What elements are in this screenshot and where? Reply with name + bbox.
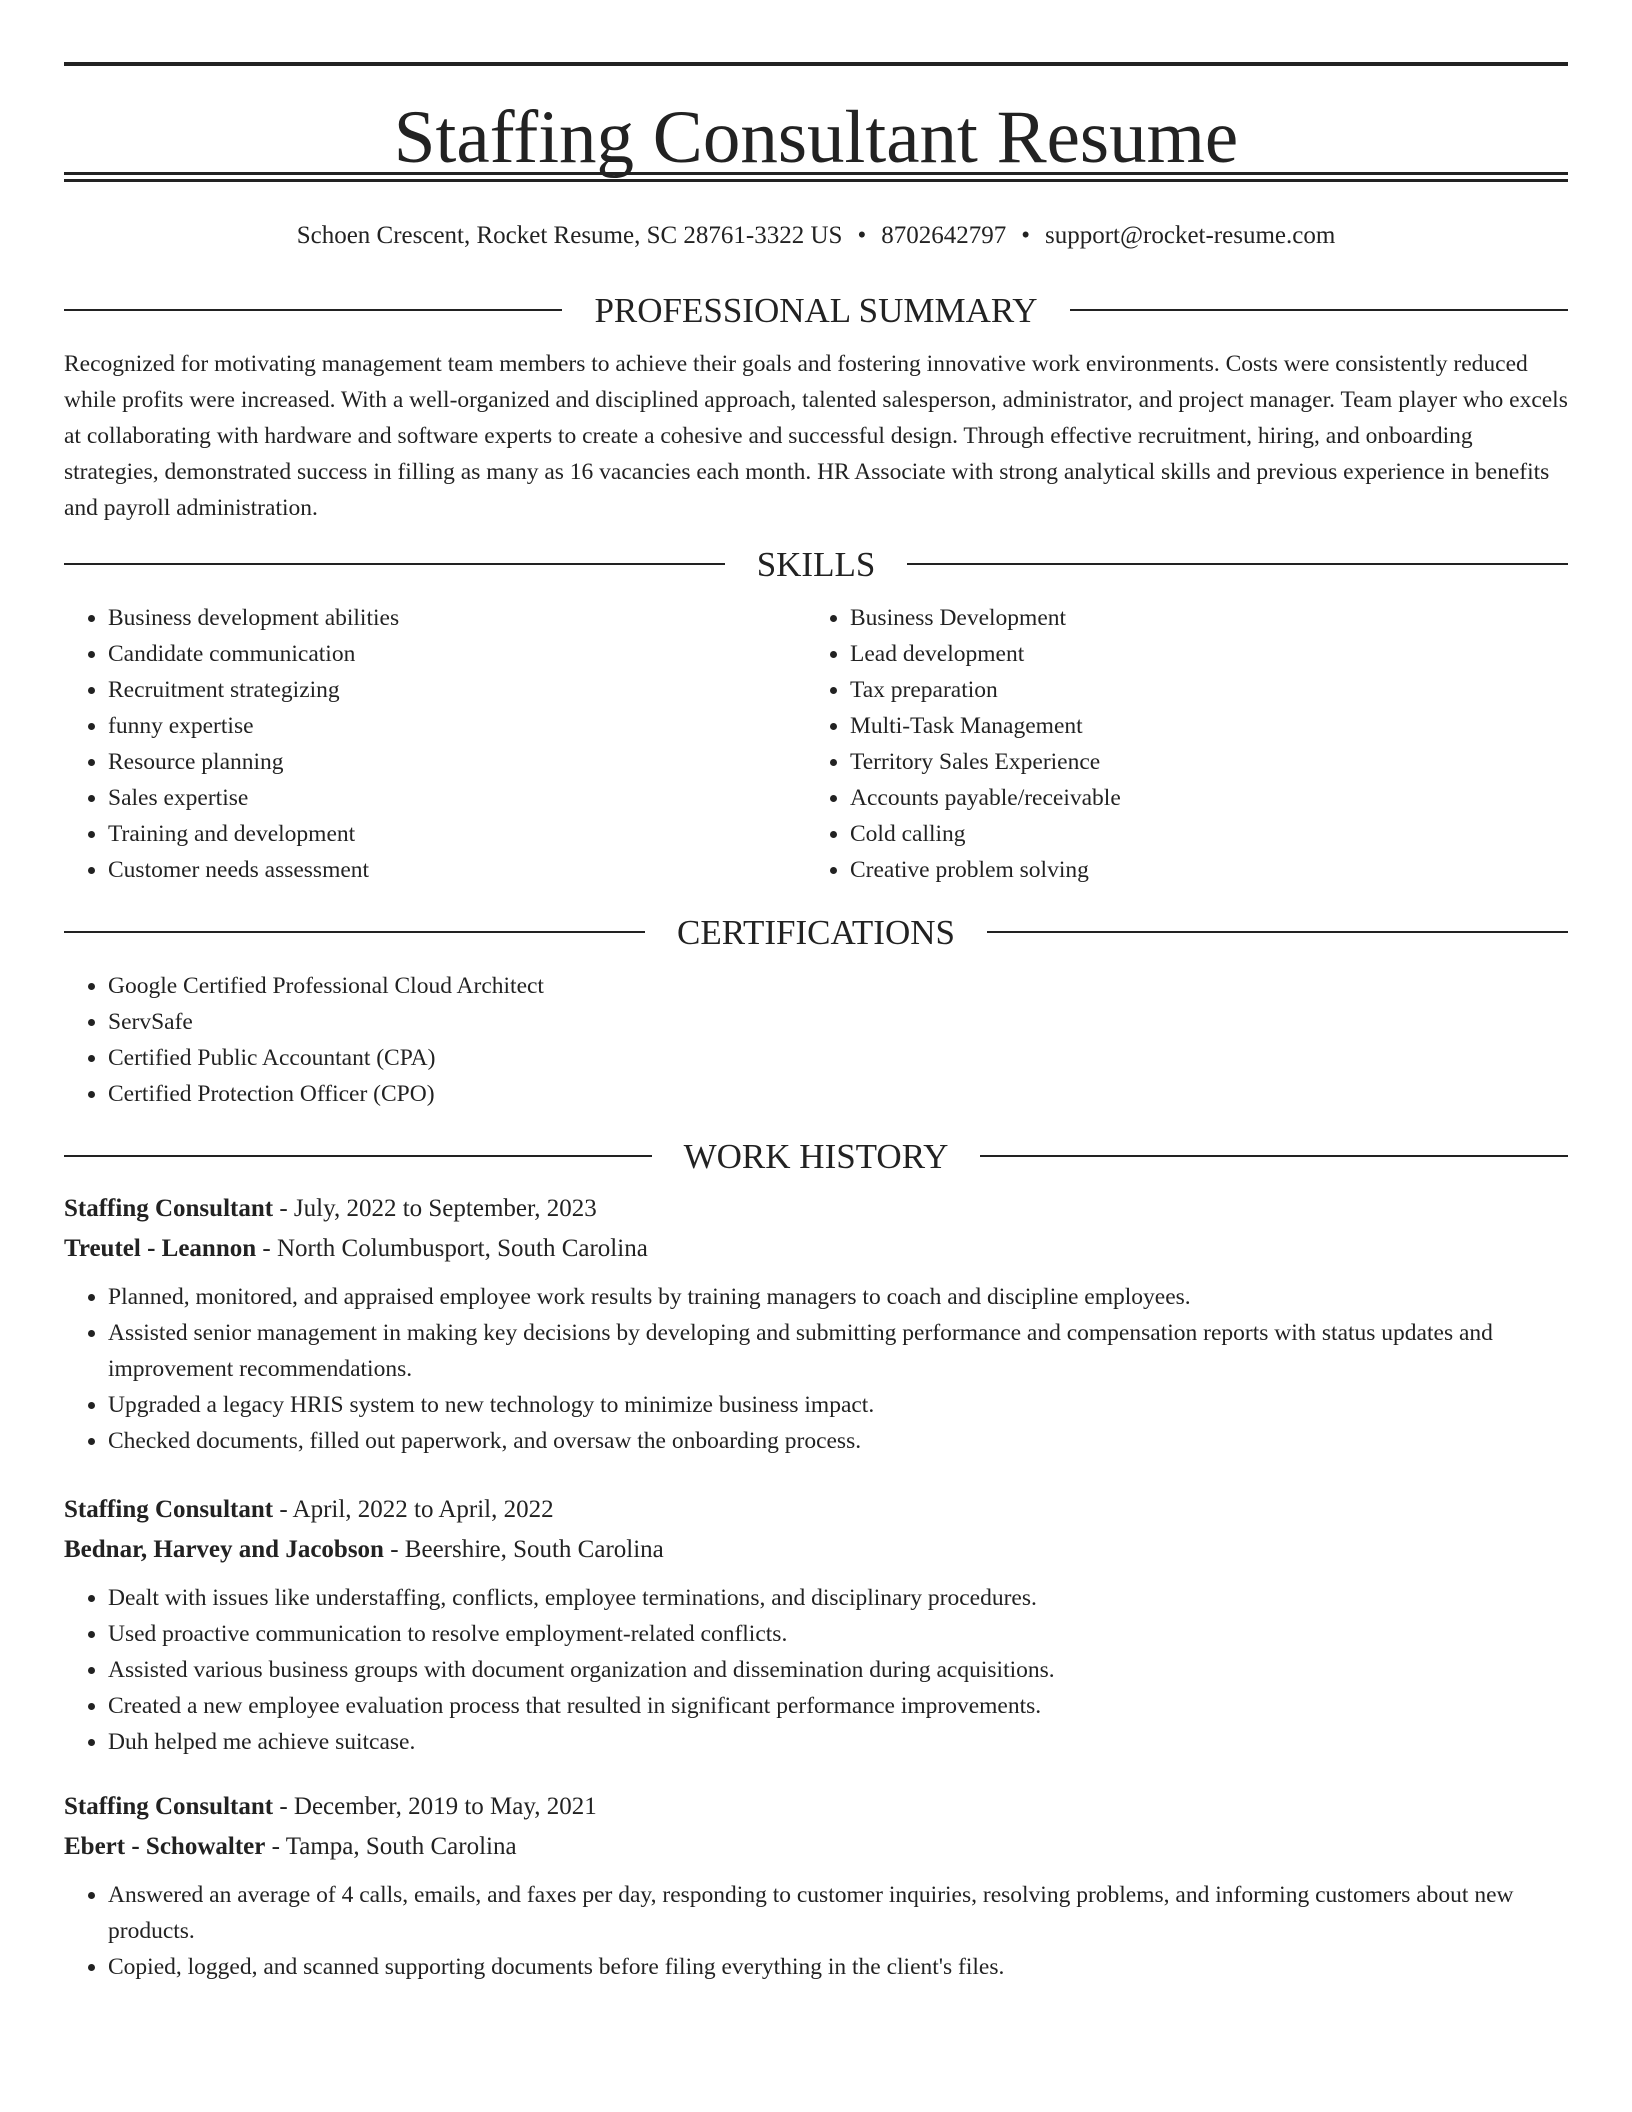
- contact-separator: •: [857, 222, 867, 249]
- skill-item: • Lead development: [850, 636, 1548, 672]
- job-bullet: • Upgraded a legacy HRIS system to new technology to minimize business impact.: [108, 1387, 1568, 1423]
- job-bullet: • Dealt with issues like understaffing, conflicts, employee terminations, and disciplinary procedures.: [108, 1580, 1568, 1616]
- certifications-heading-label: CERTIFICATIONS: [677, 912, 955, 952]
- job-bullet: • Assisted senior management in making key decisions by developing and submitting performance and compensation reports with status updates and improvement recommendations.: [108, 1315, 1568, 1387]
- heading-rule-right: [980, 1155, 1568, 1157]
- job-entry: [64, 1189, 1568, 1459]
- job-title: Staffing Consultant: [64, 1793, 274, 1820]
- contact-line: [64, 216, 1568, 256]
- job-title-line: [64, 1189, 1568, 1229]
- skills-columns: [64, 600, 1568, 888]
- job-bullet: • Checked documents, filled out paperwork, and oversaw the onboarding process.: [108, 1423, 1568, 1459]
- heading-rule-left: [64, 309, 562, 311]
- contact-email: support@rocket-resume.com: [1045, 222, 1336, 249]
- page-title: Staffing Consultant Resume: [393, 96, 1239, 179]
- skill-item: • Cold calling: [850, 816, 1548, 852]
- resume-page: [64, 0, 1568, 1985]
- certification-item: • Google Certified Professional Cloud Architect: [108, 968, 1568, 1004]
- job-title: Staffing Consultant: [64, 1496, 274, 1523]
- contact-separator: •: [1021, 222, 1030, 249]
- job-bullet: • Assisted various business groups with document organization and dissemination during acquisitions.: [108, 1652, 1568, 1688]
- skill-item: • Candidate communication: [108, 636, 806, 672]
- job-bullet: • Answered an average of 4 calls, emails, and faxes per day, responding to customer inquiries, resolving problems, and informing customers about new products.: [108, 1877, 1568, 1949]
- job-bullets: [64, 1580, 1568, 1760]
- job-bullet: • Created a new employee evaluation process that resulted in significant performance improvements.: [108, 1688, 1568, 1724]
- contact-address: Schoen Crescent, Rocket Resume, SC 28761-3322 US: [296, 222, 843, 249]
- skill-item: • Business Development: [850, 600, 1548, 636]
- certification-item: • Certified Public Accountant (CPA): [108, 1040, 1568, 1076]
- job-bullets: [64, 1877, 1568, 1985]
- skills-heading-label: SKILLS: [756, 544, 876, 584]
- skill-item: • Resource planning: [108, 744, 806, 780]
- job-title-line: [64, 1490, 1568, 1530]
- job-dates: - July, 2022 to September, 2023: [273, 1195, 597, 1222]
- skills-list-right: [806, 600, 1548, 888]
- heading-rule-left: [64, 931, 645, 933]
- heading-rule-left: [64, 1155, 652, 1157]
- certification-item: • ServSafe: [108, 1004, 1568, 1040]
- job-company: Treutel - Leannon: [64, 1235, 257, 1262]
- job-entry: [64, 1787, 1568, 1985]
- skill-item: • Training and development: [108, 816, 806, 852]
- certifications-list: [64, 968, 1568, 1112]
- heading-rule-right: [1070, 309, 1568, 311]
- heading-rule-right: [987, 931, 1568, 933]
- job-bullet: • Used proactive communication to resolve employment-related conflicts.: [108, 1616, 1568, 1652]
- job-entry: [64, 1490, 1568, 1760]
- summary-heading: [64, 285, 1568, 335]
- work-heading: [64, 1131, 1568, 1181]
- job-dates: - December, 2019 to May, 2021: [273, 1793, 597, 1820]
- job-company-line: [64, 1530, 1568, 1570]
- job-title: Staffing Consultant: [64, 1195, 274, 1222]
- job-bullet: • Duh helped me achieve suitcase.: [108, 1724, 1568, 1760]
- skill-item: • Accounts payable/receivable: [850, 780, 1548, 816]
- summary-heading-label: PROFESSIONAL SUMMARY: [594, 290, 1038, 330]
- job-location: - Tampa, South Carolina: [265, 1833, 517, 1860]
- job-bullet: • Planned, monitored, and appraised employee work results by training managers to coach and discipline employees.: [108, 1279, 1568, 1315]
- job-dates: - April, 2022 to April, 2022: [273, 1496, 554, 1523]
- summary-text: Recognized for motivating management team members to achieve their goals and fostering innovative work environments. Costs were consistently reduced while profits were increased. With a well-organized and disciplined approach, talented salesperson, administrator, and project manager. Team player who excels at collaborating with hardware and software experts to create a cohesive and successful design. Through effective recruitment, hiring, and onboarding strategies, demonstrated success in filling as many as 16 vacancies each month. HR Associate with strong analytical skills and previous experience in benefits and payroll administration.: [64, 351, 1568, 521]
- skill-item: • Business development abilities: [108, 600, 806, 636]
- job-title-line: [64, 1787, 1568, 1827]
- skill-item: • Territory Sales Experience: [850, 744, 1548, 780]
- skill-item: • funny expertise: [108, 708, 806, 744]
- job-bullet: • Copied, logged, and scanned supporting documents before filing everything in the client's files.: [108, 1949, 1568, 1985]
- job-company-line: [64, 1229, 1568, 1269]
- job-bullets: [64, 1279, 1568, 1459]
- skill-item: • Sales expertise: [108, 780, 806, 816]
- skill-item: • Recruitment strategizing: [108, 672, 806, 708]
- job-location: - Beershire, South Carolina: [383, 1536, 664, 1563]
- work-heading-label: WORK HISTORY: [683, 1136, 949, 1176]
- skill-item: • Creative problem solving: [850, 852, 1548, 888]
- certifications-heading: [64, 907, 1568, 957]
- job-company: Ebert - Schowalter: [64, 1833, 266, 1860]
- skills-list-left: [64, 600, 806, 888]
- heading-rule-left: [64, 563, 725, 565]
- job-company-line: [64, 1827, 1568, 1867]
- contact-phone: 8702642797: [881, 222, 1007, 249]
- skill-item: • Customer needs assessment: [108, 852, 806, 888]
- skill-item: • Tax preparation: [850, 672, 1548, 708]
- heading-rule-right: [907, 563, 1568, 565]
- job-location: - North Columbusport, South Carolina: [256, 1235, 648, 1262]
- skill-item: • Multi-Task Management: [850, 708, 1548, 744]
- job-company: Bednar, Harvey and Jacobson: [64, 1536, 384, 1563]
- certification-item: • Certified Protection Officer (CPO): [108, 1076, 1568, 1112]
- skills-heading: [64, 539, 1568, 589]
